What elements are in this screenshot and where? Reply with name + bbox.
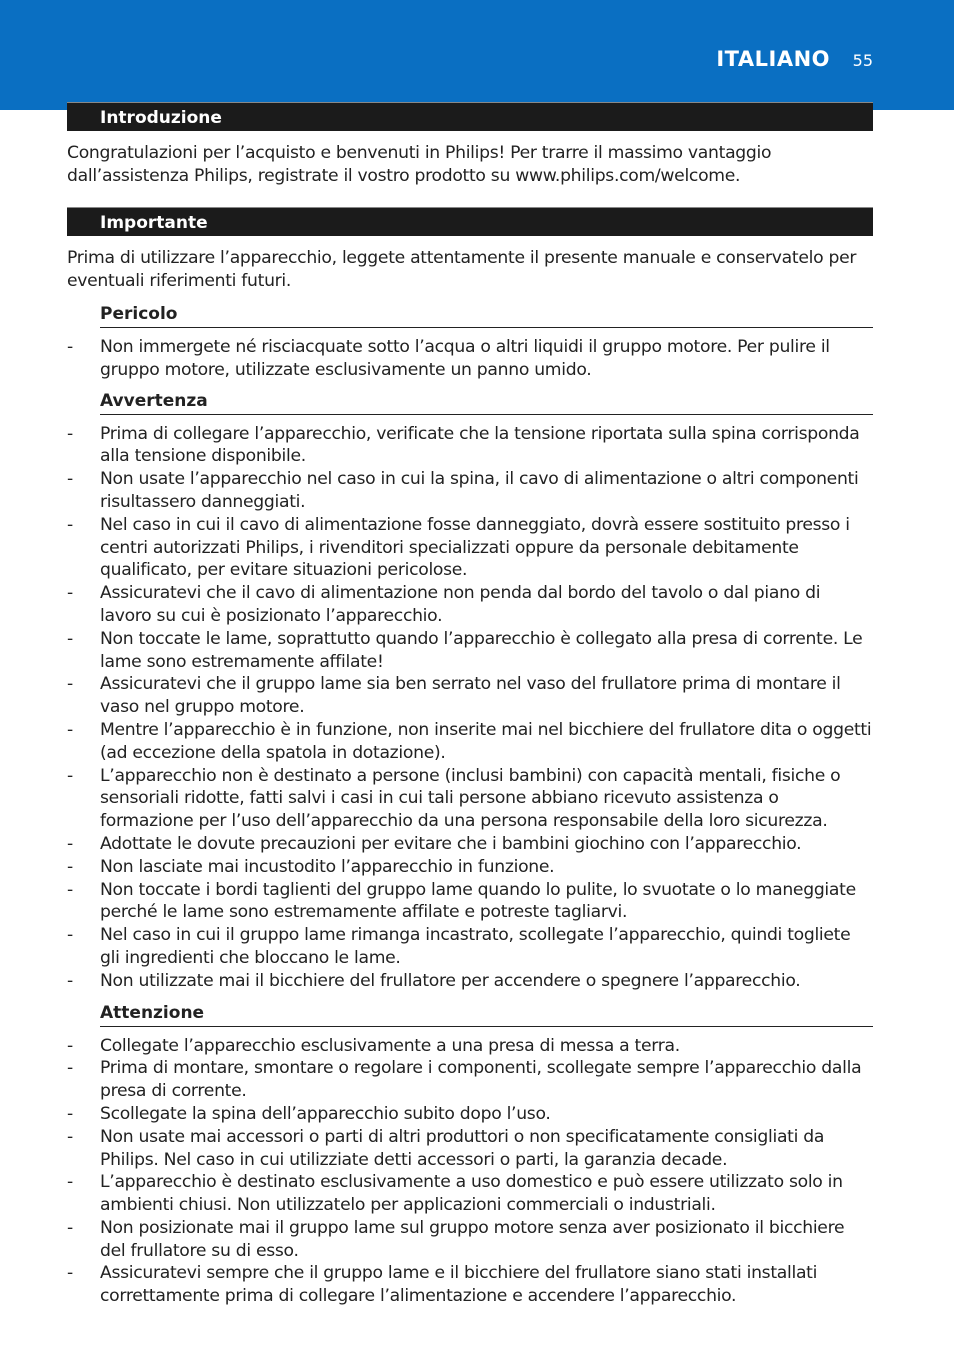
list-item: - Assicuratevi che il gruppo lame sia ben serrato nel vaso del frullatore prima di montare il vaso nel gruppo motore. (67, 673, 873, 719)
subheading-pericolo: Pericolo (100, 304, 873, 328)
list-item: - Nel caso in cui il gruppo lame rimanga incastrato, scollegate l’apparecchio, quindi togliete gli ingredienti che bloccano le lame. (67, 924, 873, 970)
list-item: - Assicuratevi che il cavo di alimentazione non penda dal bordo del tavolo o dal piano di lavoro su cui è posizionato l’apparecchio. (67, 582, 873, 628)
list-item: - L’apparecchio non è destinato a persone (inclusi bambini) con capacità mentali, fisiche o sensoriali ridotte, fatti salvi i casi in cui tali persone abbiano ricevuto assistenza o formazione per l’uso dell’apparecchio da una persona responsabile della loro sicurezza. (67, 765, 873, 833)
section-heading-introduzione: Introduzione (67, 102, 873, 131)
list-item: - Non toccate le lame, soprattutto quando l’apparecchio è collegato alla presa di corrente. Le lame sono estremamente affilate! (67, 628, 873, 674)
importante-paragraph: Prima di utilizzare l’apparecchio, leggete attentamente il presente manuale e conservatelo per eventuali riferimenti futuri. (67, 248, 857, 291)
list-item: - Scollegate la spina dell’apparecchio subito dopo l’uso. (67, 1103, 873, 1126)
list-item: - Prima di collegare l’apparecchio, verificate che la tensione riportata sulla spina corrisponda alla tensione disponibile. (67, 423, 873, 469)
page-number: 55 (852, 51, 873, 70)
pericolo-list (67, 336, 873, 382)
list-item: - Assicuratevi sempre che il gruppo lame e il bicchiere del frullatore siano stati installati correttamente prima di collegare l’alimentazione e accendere l’apparecchio. (67, 1262, 873, 1308)
attenzione-list (67, 1035, 873, 1309)
list-item: - Nel caso in cui il cavo di alimentazione fosse danneggiato, dovrà essere sostituito presso i centri autorizzati Philips, i rivenditori specializzati oppure da personale debitamente qualificato, per evitare situazioni pericolose. (67, 514, 873, 582)
list-item: - Non immergete né risciacquate sotto l’acqua o altri liquidi il gruppo motore. Per pulire il gruppo motore, utilizzate esclusivamente un panno umido. (67, 336, 873, 382)
list-item: - Non utilizzate mai il bicchiere del frullatore per accendere o spegnere l’apparecchio. (67, 970, 873, 993)
page-content (67, 102, 873, 1308)
list-item: - Non usate mai accessori o parti di altri produttori o non specificatamente consigliati da Philips. Nel caso in cui utilizziate detti accessori o parti, la garanzia decade. (67, 1126, 873, 1172)
language-label: ITALIANO (716, 47, 830, 71)
list-item: - Prima di montare, smontare o regolare i componenti, scollegate sempre l’apparecchio dalla presa di corrente. (67, 1057, 873, 1103)
header-bar (0, 0, 954, 110)
subheading-attenzione: Attenzione (100, 1003, 873, 1027)
list-item: - Adottate le dovute precauzioni per evitare che i bambini giochino con l’apparecchio. (67, 833, 873, 856)
intro-paragraph: Congratulazioni per l’acquisto e benvenuti in Philips! Per trarre il massimo vantaggio dall’assistenza Philips, registrate il vostro prodotto su www.philips.com/welcome. (67, 143, 772, 186)
list-item: - Non toccate i bordi taglienti del gruppo lame quando lo pulite, lo svuotate o lo maneggiate perché le lame sono estremamente affilate e potreste tagliarvi. (67, 879, 873, 925)
list-item: - Non lasciate mai incustodito l’apparecchio in funzione. (67, 856, 873, 879)
avvertenza-list (67, 423, 873, 993)
list-item: - Non usate l’apparecchio nel caso in cui la spina, il cavo di alimentazione o altri componenti risultassero danneggiati. (67, 468, 873, 514)
subheading-avvertenza: Avvertenza (100, 391, 873, 415)
list-item: - L’apparecchio è destinato esclusivamente a uso domestico e può essere utilizzato solo in ambienti chiusi. Non utilizzatelo per applicazioni commerciali o industriali. (67, 1171, 873, 1217)
list-item: - Collegate l’apparecchio esclusivamente a una presa di messa a terra. (67, 1035, 873, 1058)
list-item: - Non posizionate mai il gruppo lame sul gruppo motore senza aver posizionato il bicchiere del frullatore su di esso. (67, 1217, 873, 1263)
section-heading-importante: Importante (67, 207, 873, 236)
list-item: - Mentre l’apparecchio è in funzione, non inserite mai nel bicchiere del frullatore dita o oggetti (ad eccezione della spatola in dotazione). (67, 719, 873, 765)
